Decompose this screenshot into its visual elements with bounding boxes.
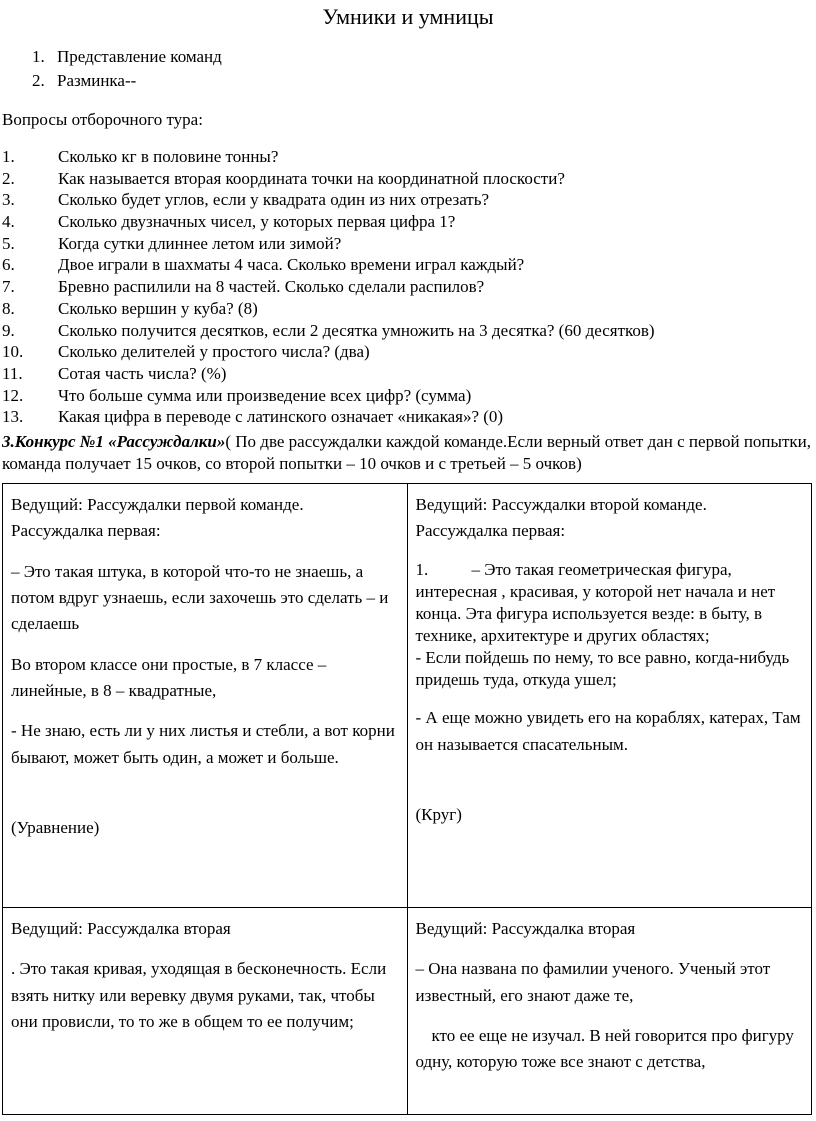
host-line: Ведущий: Рассуждалки второй команде.: [415, 495, 707, 514]
question-number: 3.: [2, 190, 15, 210]
riddle-paragraph: кто ее еще не изучал. В ней говорится про фигуру одну, которую тоже все знают с детства,: [415, 1026, 794, 1072]
list-text: Представление команд: [57, 47, 222, 66]
question-item: [2, 146, 655, 168]
list-item: [32, 46, 222, 70]
riddle-paragraph: . Это такая кривая, уходящая в бесконечность. Если взять нитку или веревку двумя руками, так, чтобы они провисли, то то же в общем то ее получим;: [11, 959, 387, 1032]
question-text: Сколько вершин у куба? (8): [58, 298, 258, 318]
question-number: 1.: [2, 147, 15, 166]
riddle-label: Рассуждалка первая:: [11, 521, 161, 541]
riddle-label: Рассуждалка первая:: [415, 521, 566, 541]
riddle-paragraph: - Не знаю, есть ли у них листья и стебли, а вот корни бывают, может быть один, а может и больше.: [11, 721, 395, 767]
question-item: [2, 341, 655, 363]
contest-heading: 3.Конкурс №1 «Рассуждалки»: [2, 432, 226, 451]
question-number: 4.: [2, 212, 15, 232]
riddle-paragraph: – Это такая штука, в которой что-то не знаешь, а потом вдруг узнаешь, если захочешь это сделать – и сделаешь: [11, 561, 389, 634]
question-item: [2, 298, 655, 320]
question-text: Бревно распилили на 8 частей. Сколько сделали распилов?: [58, 277, 485, 297]
question-item: [2, 406, 655, 428]
question-text: Сколько получится десятков, если 2 десятка умножить на 3 десятка? (60 десятков): [58, 320, 655, 340]
question-text: Какая цифра в переводе с латинского означает «никакая»? (0): [58, 407, 504, 427]
riddle-text: – Это такая геометрическая фигура, интересная , красивая, у которой нет начала и нет конца. Эта фигура используется везде: в быту, в технике, архитектуре и других областях;: [415, 559, 776, 645]
host-line: Ведущий: Рассуждалка вторая: [11, 919, 231, 938]
questions-list: [2, 146, 655, 428]
question-item: [2, 189, 655, 211]
question-number: 10.: [2, 342, 24, 362]
question-item: [2, 254, 655, 276]
question-number: 2.: [2, 168, 15, 188]
riddle-paragraph: - А еще можно увидеть его на кораблях, катерах, Там он называется спасательным.: [415, 708, 801, 754]
table-row: [3, 908, 812, 1115]
question-text: Двое играли в шахматы 4 часа. Сколько времени играл каждый?: [58, 255, 525, 275]
question-item: [2, 211, 655, 233]
question-text: Сколько делителей у простого числа? (два): [58, 342, 370, 362]
list-item: [32, 70, 222, 94]
riddle-cell-team2-second: [407, 908, 812, 1115]
question-number: 12.: [2, 385, 24, 405]
riddle-answer: (Уравнение): [11, 818, 100, 838]
question-text: Что больше сумма или произведение всех цифр? (сумма): [58, 385, 472, 405]
list-text: Разминка--: [57, 71, 137, 90]
contest-rules: ( По две рассуждалки каждой команде.Если верный ответ дан с первой попытки, команда получает 15 очков, со второй попытки – 10 очков и с третьей – 5 очков): [2, 432, 811, 474]
question-number: 8.: [2, 298, 15, 318]
riddle-paragraph: [416, 559, 804, 647]
question-item: [2, 385, 655, 407]
question-text: Как называется вторая координата точки на координатной плоскости?: [58, 168, 565, 188]
question-item: [2, 320, 655, 342]
riddle-cell-team2-first: [407, 484, 812, 908]
riddle-answer: (Круг): [415, 804, 462, 824]
riddle-cell-team1-first: [3, 484, 408, 908]
question-number: 13.: [2, 407, 24, 427]
document-title: Умники и умницы: [322, 4, 494, 29]
question-number: 11.: [2, 363, 23, 383]
question-text: Когда сутки длиннее летом или зимой?: [58, 233, 342, 253]
riddle-paragraph: Во втором классе они простые, в 7 классе – линейные, в 8 – квадратные,: [11, 654, 327, 701]
host-line: Ведущий: Рассуждалка вторая: [415, 919, 636, 938]
contest-description: [2, 431, 812, 475]
question-item: [2, 363, 655, 385]
question-number: 7.: [2, 277, 15, 297]
riddle-paragraph: – Она названа по фамилии ученого. Ученый этот известный, его знают даже те,: [415, 959, 771, 1005]
question-text: Сколько двузначных чисел, у которых первая цифра 1?: [58, 212, 456, 232]
question-item: [2, 233, 655, 255]
question-text: Сколько будет углов, если у квадрата один из них отрезать?: [58, 190, 490, 210]
plan-list: [32, 46, 222, 94]
question-text: Сколько кг в половине тонны?: [58, 147, 279, 166]
question-number: 6.: [2, 255, 15, 275]
questions-heading: Вопросы отборочного тура:: [2, 110, 203, 129]
question-number: 5.: [2, 233, 15, 253]
table-row: [3, 484, 812, 908]
question-text: Сотая часть числа? (%): [58, 363, 227, 383]
riddle-cell-team1-second: [3, 908, 408, 1115]
riddles-table: [2, 483, 812, 1115]
riddle-paragraph: - Если пойдешь по нему, то все равно, когда-нибудь придешь туда, откуда ушел;: [415, 648, 790, 690]
list-number: 1.: [32, 47, 45, 66]
question-item: [2, 168, 655, 190]
list-number: 2.: [32, 71, 45, 90]
question-item: [2, 276, 655, 298]
host-line: Ведущий: Рассуждалки первой команде.: [11, 495, 304, 514]
question-number: 9.: [2, 320, 15, 340]
riddle-number: 1.: [415, 559, 429, 579]
